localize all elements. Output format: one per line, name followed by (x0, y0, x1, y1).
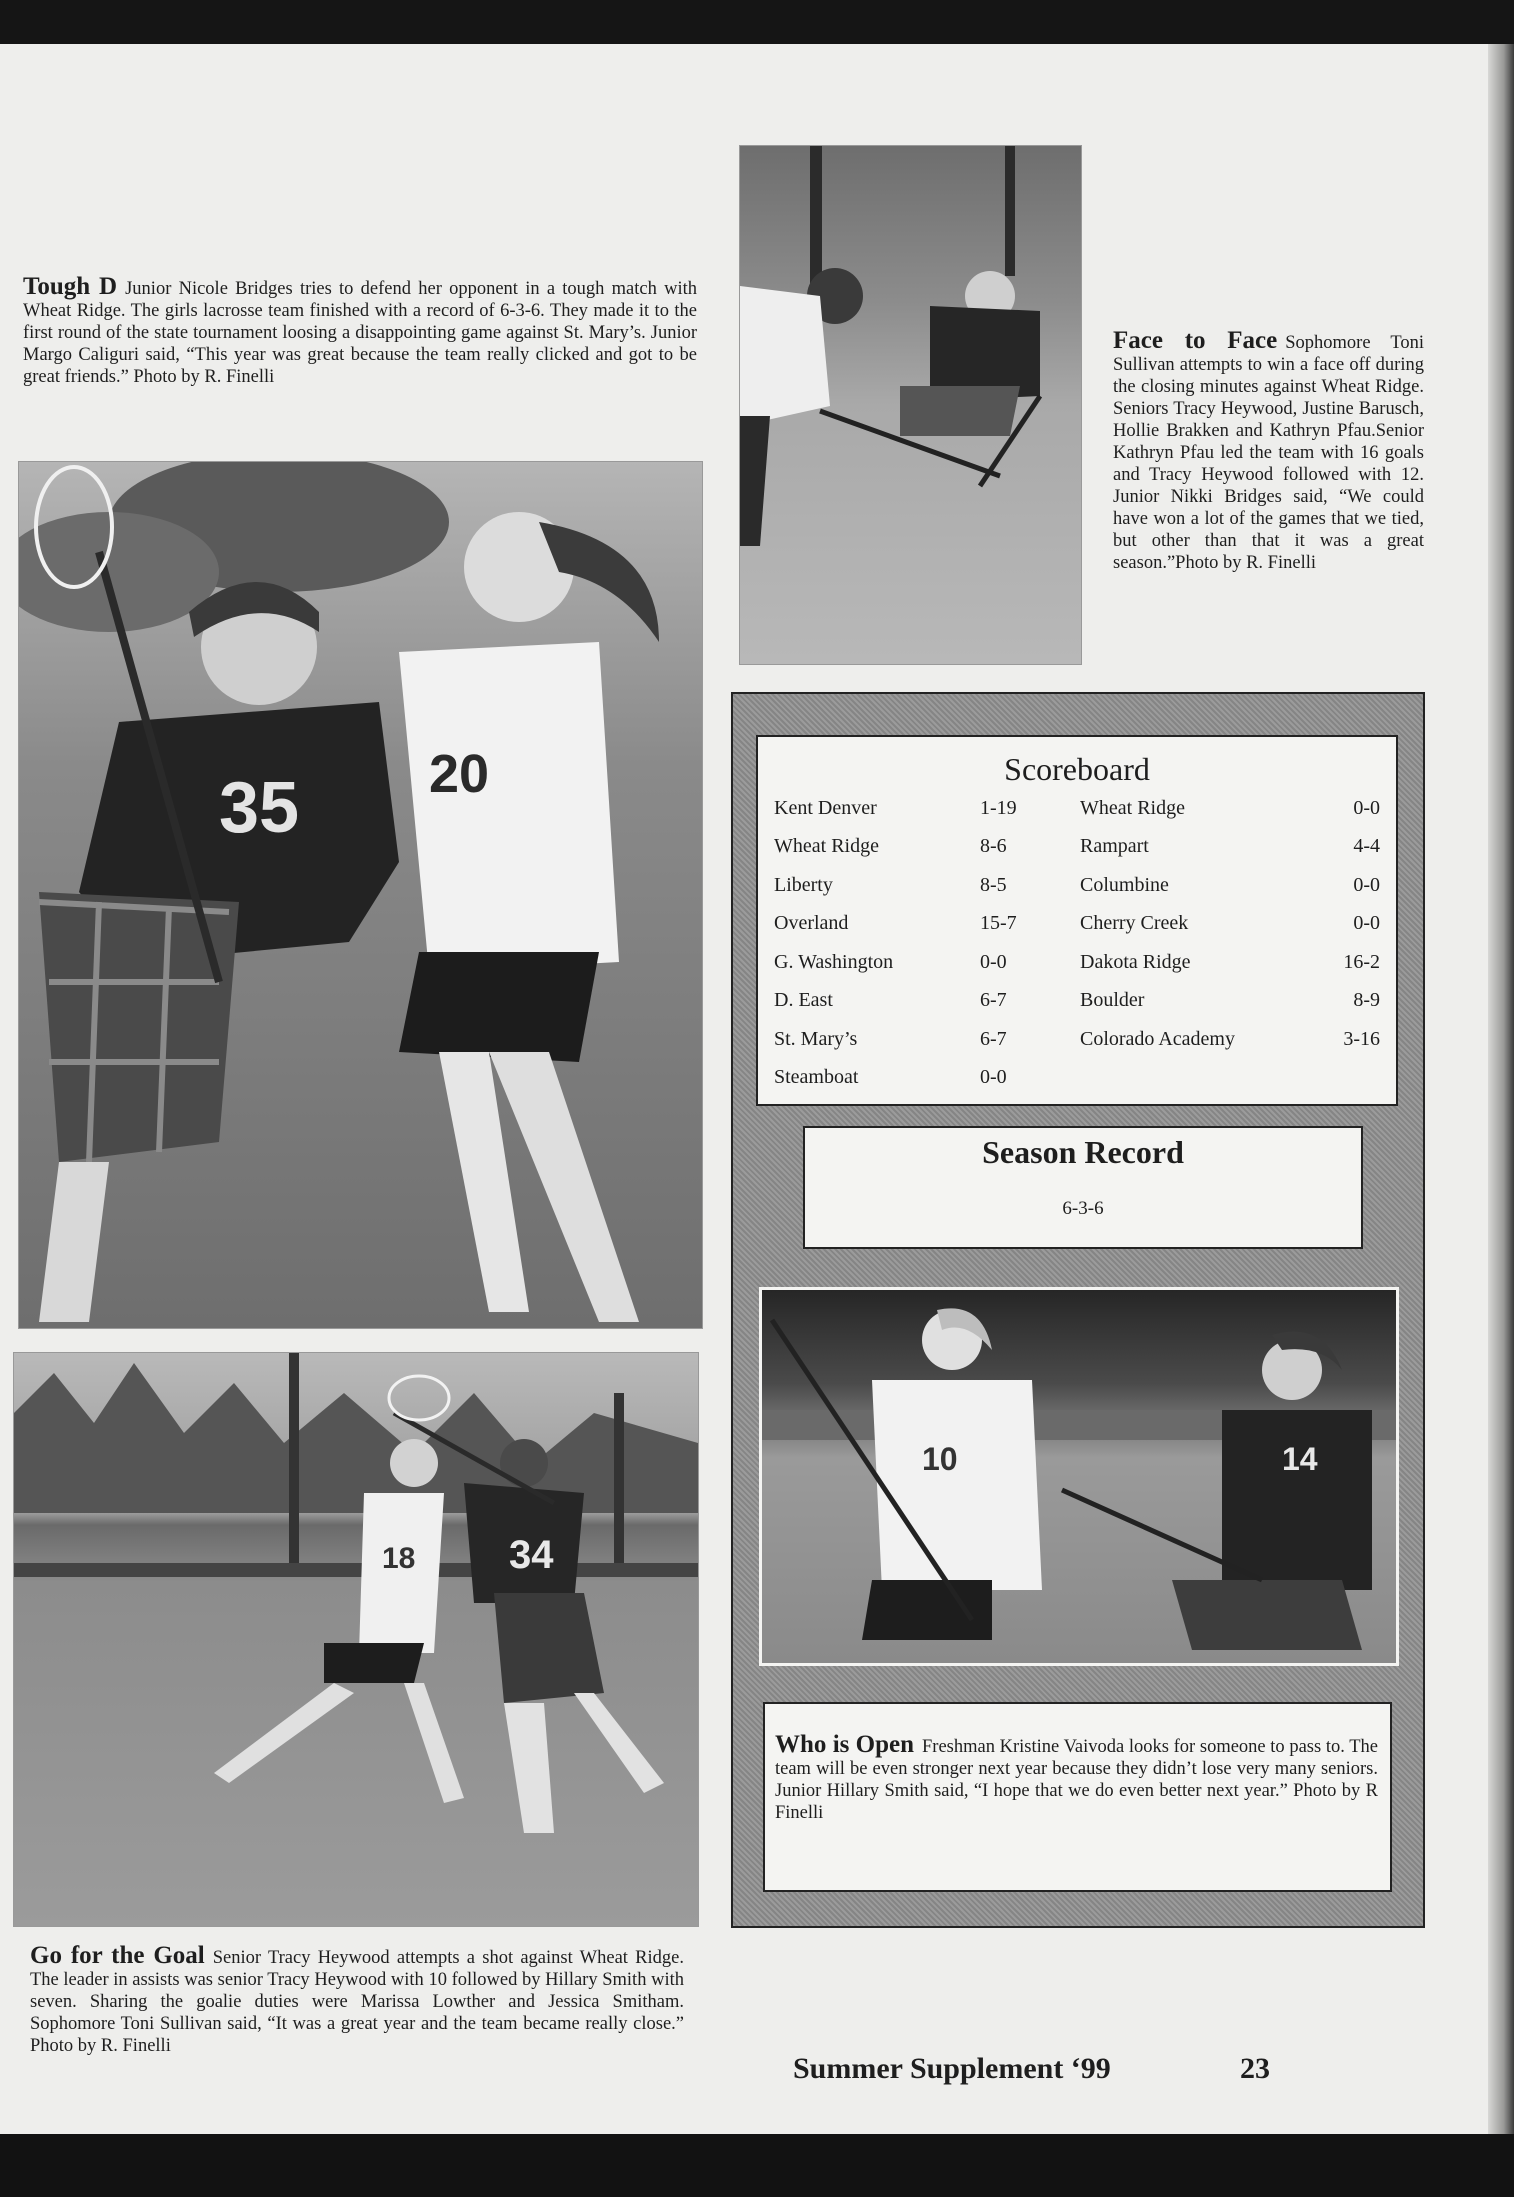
photo-who-is-open (759, 1287, 1399, 1666)
score-value: 0-0 (1353, 797, 1380, 819)
caption-text: Freshman Kristine Vaivoda looks for someone to pass to. The team will be even stronger next year because they didn’t lose very many seniors. Junior Hillary Smith said, “I hope that we do even better next year.” Photo by R Finelli (775, 1737, 1378, 1823)
caption-go-for-the-goal (30, 1942, 684, 2057)
score-row: Cherry Creek (1080, 912, 1189, 934)
score-row: Wheat Ridge (774, 835, 879, 857)
scanner-top-edge (0, 0, 1514, 44)
jersey-number-18: 18 (382, 1542, 416, 1575)
score-value: 1-19 (980, 797, 1017, 819)
season-record-title: Season Record (982, 1134, 1184, 1170)
score-row: Boulder (1080, 989, 1145, 1011)
footer-title: Summer Supplement ‘99 (793, 2052, 1111, 2085)
score-value: 3-16 (1343, 1028, 1380, 1050)
score-row: Liberty (774, 874, 833, 896)
score-row: G. Washington (774, 951, 894, 973)
score-row: Overland (774, 912, 849, 934)
jersey-number-20: 20 (429, 744, 490, 804)
score-value: 15-7 (980, 912, 1017, 934)
score-value: 0-0 (980, 951, 1007, 973)
score-row: Dakota Ridge (1080, 951, 1191, 973)
score-value: 6-7 (980, 989, 1007, 1011)
photo-go-for-the-goal (13, 1352, 699, 1927)
score-value: 6-7 (980, 1028, 1007, 1050)
score-row: Rampart (1080, 835, 1149, 857)
score-value: 8-5 (980, 874, 1007, 896)
season-record-value: 6-3-6 (1062, 1198, 1104, 1219)
caption-text: Senior Tracy Heywood attempts a shot against Wheat Ridge. The leader in assists was senior Tracy Heywood with 10 followed by Hillary Smith with seven. Sharing the goalie duties were Marissa Lowther and Jessica Smitham. Sophomore Toni Sullivan said, “It was a great year and the team became really close.” Photo by R. Finelli (30, 1948, 684, 2056)
score-value: 0-0 (1353, 874, 1380, 896)
caption-who-is-open (775, 1731, 1378, 1824)
scoreboard-box (756, 735, 1398, 1106)
caption-heading: Tough D (23, 273, 118, 300)
score-row: Wheat Ridge (1080, 797, 1185, 819)
scoreboard-title: Scoreboard (1004, 751, 1150, 787)
score-row: D. East (774, 989, 833, 1011)
caption-text: Junior Nicole Bridges tries to defend her opponent in a tough match with Wheat Ridge. The girls lacrosse team finished with a record of 6-3-6. They made it to the first round of the state tournament loosing a disappointing game against St. Mary’s. Junior Margo Caliguri said, “This year was great because the team really clicked and got to be great friends.” Photo by R. Finelli (23, 279, 697, 387)
season-record-box (803, 1126, 1363, 1249)
score-value: 16-2 (1343, 951, 1380, 973)
score-value: 0-0 (980, 1066, 1007, 1088)
photo-tough-d (18, 461, 703, 1329)
who-is-open-box (763, 1702, 1392, 1892)
page-gutter (1488, 44, 1514, 2134)
score-value: 0-0 (1353, 912, 1380, 934)
page-number: 23 (1240, 2052, 1270, 2085)
jersey-number-35: 35 (219, 768, 300, 848)
jersey-number-10: 10 (922, 1441, 958, 1477)
caption-heading: Who is Open (775, 1731, 915, 1758)
caption-text: Sophomore Toni Sullivan attempts to win a face off during the closing minutes against Wheat Ridge. Seniors Tracy Heywood, Justine Barusch, Hollie Brakken and Kathryn Pfau.Senior Kathryn Pfau led the team with 16 goals and Tracy Heywood followed with 12. Junior Nikki Bridges said, “We could have won a lot of the games that we tied, but other than that it was a great season.”Photo by R. Finelli (1113, 333, 1424, 573)
score-value: 4-4 (1353, 835, 1380, 857)
caption-tough-d (23, 273, 697, 388)
score-row: Colorado Academy (1080, 1028, 1235, 1050)
score-row: Steamboat (774, 1066, 859, 1088)
jersey-number-34: 34 (509, 1533, 554, 1577)
score-row: St. Mary’s (774, 1028, 858, 1050)
jersey-number-14: 14 (1282, 1441, 1318, 1477)
caption-heading: Face to Face (1113, 327, 1278, 354)
score-row: Kent Denver (774, 797, 877, 819)
score-value: 8-6 (980, 835, 1007, 857)
caption-face-to-face (1113, 327, 1424, 574)
score-row: Columbine (1080, 874, 1169, 896)
caption-heading: Go for the Goal (30, 1942, 205, 1969)
photo-face-to-face (739, 145, 1082, 665)
scanner-bottom-edge (0, 2134, 1514, 2197)
score-value: 8-9 (1353, 989, 1380, 1011)
